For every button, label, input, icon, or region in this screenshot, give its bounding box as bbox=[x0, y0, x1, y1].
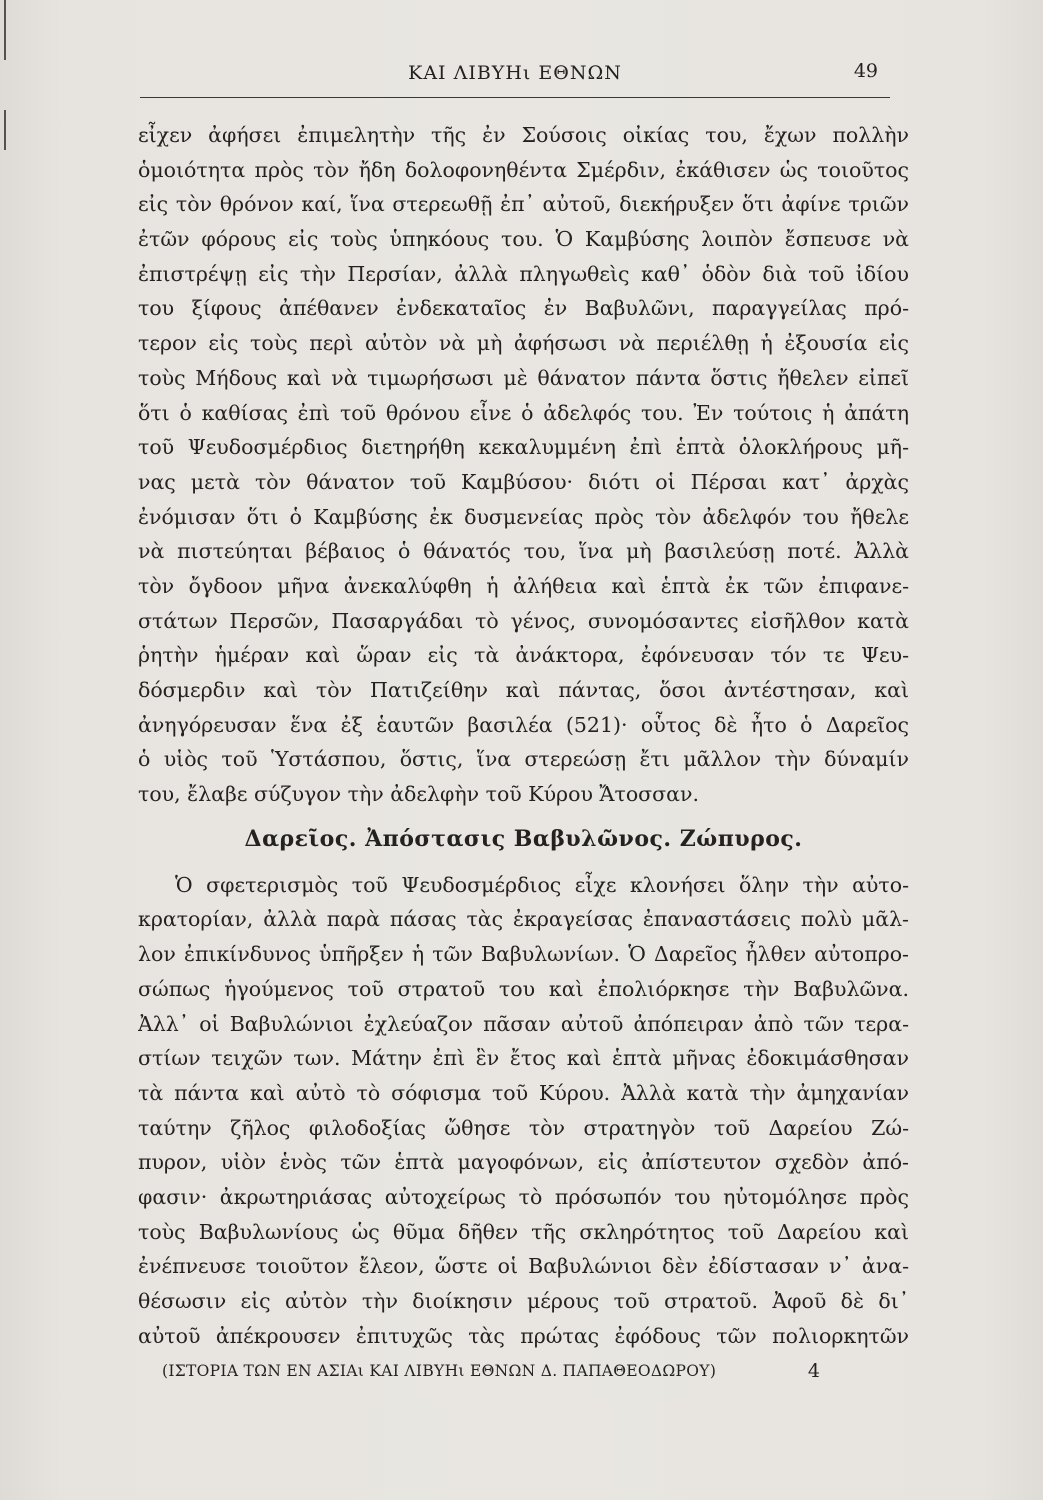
text-line: αὐτοῦ ἀπέκρουσεν ἐπιτυχῶς τὰς πρώτας ἐφόδους τῶν πολιορκητῶν bbox=[138, 1323, 909, 1348]
text-line: ἐνόμισαν ὅτι ὁ Καμβύσης ἐκ δυσμενείας πρὸς τὸν ἀδελφόν του ἤθελε bbox=[138, 504, 909, 529]
paragraph-first bbox=[138, 118, 909, 812]
text-line: νὰ πιστεύηται βέβαιος ὁ θάνατός του, ἵνα μὴ βασιλεύσῃ ποτέ. Ἀλλὰ bbox=[138, 539, 909, 564]
text-line: Ὁ σφετερισμὸς τοῦ Ψευδοσμέρδιος εἶχε κλονήσει ὅλην τὴν αὐτο- bbox=[175, 872, 909, 897]
text-line: στάτων Περσῶν, Πασαργάδαι τὸ γένος, συνομόσαντες εἰσῆλθον κατὰ bbox=[138, 608, 909, 633]
text-line: ταύτην ζῆλος φιλοδοξίας ὤθησε τὸν στρατηγὸν τοῦ Δαρείου Ζώ- bbox=[138, 1115, 909, 1140]
text-line: ἐτῶν φόρους εἰς τοὺς ὑπηκόους του. Ὁ Καμβύσης λοιπὸν ἔσπευσε νὰ bbox=[138, 227, 909, 252]
text-line: ὅτι ὁ καθίσας ἐπὶ τοῦ θρόνου εἶνε ὁ ἀδελφός του. Ἐν τούτοις ἡ ἀπάτη bbox=[138, 400, 909, 425]
text-line: πυρον, υἱὸν ἑνὸς τῶν ἑπτὰ μαγοφόνων, εἰς ἀπίστευτον σχεδὸν ἀπό- bbox=[138, 1150, 909, 1175]
running-title: ΚΑΙ ΛΙΒΥΗι ΕΘΝΩΝ bbox=[408, 62, 622, 84]
text-line: εἶχεν ἀφήσει ἐπιμελητὴν τῆς ἐν Σούσοις οἰκίας του, ἔχων πολλὴν bbox=[138, 123, 909, 147]
text-line: φασιν· ἀκρωτηριάσας αὐτοχείρως τὸ πρόσωπόν του ηὐτομόλησε πρὸς bbox=[138, 1184, 909, 1209]
text-line: εἰς τὸν θρόνον καί, ἵνα στερεωθῇ ἐπ᾽ αὐτοῦ, διεκήρυξεν ὅτι ἀφίνε τριῶν bbox=[138, 192, 909, 217]
text-line: ἀνηγόρευσαν ἕνα ἐξ ἑαυτῶν βασιλέα (521)· οὗτος δὲ ἦτο ὁ Δαρεῖος bbox=[138, 712, 909, 737]
footer bbox=[162, 1360, 902, 1390]
body-text bbox=[138, 118, 909, 1353]
text-line: τὸν ὄγδοον μῆνα ἀνεκαλύφθη ἡ ἀλήθεια καὶ ἑπτὰ ἐκ τῶν ἐπιφανε- bbox=[138, 573, 909, 598]
page-number: 49 bbox=[853, 60, 878, 82]
text-line: ἐπιστρέψῃ εἰς τὴν Περσίαν, ἀλλὰ πληγωθεὶς καθ᾽ ὁδὸν διὰ τοῦ ἰδίου bbox=[138, 261, 909, 286]
text-line: νας μετὰ τὸν θάνατον τοῦ Καμβύσου· διότι οἱ Πέρσαι κατ᾽ ἀρχὰς bbox=[138, 469, 909, 494]
header-rule bbox=[140, 97, 890, 98]
text-line: κρατορίαν, ἀλλὰ παρὰ πάσας τὰς ἐκραγείσας ἐπαναστάσεις πολὺ μᾶλ- bbox=[138, 907, 909, 932]
text-line: του ξίφους ἀπέθανεν ἐνδεκαταῖος ἐν Βαβυλῶνι, παραγγείλας πρό- bbox=[138, 296, 909, 321]
section-heading: Δαρεῖος. Ἀπόστασις Βαβυλῶνος. Ζώπυρος. bbox=[244, 825, 803, 852]
text-line: στίων τειχῶν των. Μάτην ἐπὶ ἓν ἔτος καὶ ἑπτὰ μῆνας ἐδοκιμάσθησαν bbox=[138, 1046, 909, 1071]
text-line: ῥητὴν ἡμέραν καὶ ὥραν εἰς τὰ ἀνάκτορα, ἐφόνευσαν τόν τε Ψευ- bbox=[138, 643, 909, 668]
text-line: σώπως ἡγούμενος τοῦ στρατοῦ του καὶ ἐπολιόρκησε τὴν Βαβυλῶνα. bbox=[138, 976, 909, 1001]
text-line: τερον εἰς τοὺς περὶ αὐτὸν νὰ μὴ ἀφήσωσι νὰ περιέλθῃ ἡ ἐξουσία εἰς bbox=[138, 331, 909, 356]
text-line: λον ἐπικίνδυνος ὑπῆρξεν ἡ τῶν Βαβυλωνίων. Ὁ Δαρεῖος ἦλθεν αὐτοπρο- bbox=[138, 942, 909, 967]
text-line: τοῦ Ψευδοσμέρδιος διετηρήθη κεκαλυμμένη ἐπὶ ἑπτὰ ὁλοκλήρους μῆ- bbox=[138, 435, 909, 460]
footer-title: (ΙΣΤΟΡΙΑ ΤΩΝ ΕΝ ΑΣΙΑι ΚΑΙ ΛΙΒΥΗι ΕΘΝΩΝ Δ. ΠΑΠΑΘΕΟΔΩΡΟΥ) bbox=[162, 1362, 717, 1380]
binding-mark bbox=[4, 110, 6, 150]
signature-mark: 4 bbox=[807, 1360, 820, 1382]
text-line: ὁ υἱὸς τοῦ Ὑστάσπου, ὅστις, ἵνα στερεώσῃ ἔτι μᾶλλον τὴν δύναμίν bbox=[138, 747, 909, 772]
text-line: του, ἔλαβε σύζυγον τὴν ἀδελφὴν τοῦ Κύρου Ἄτοσσαν. bbox=[138, 782, 699, 807]
text-line: δόσμερδιν καὶ τὸν Πατιζείθην καὶ πάντας, ὅσοι ἀντέστησαν, καὶ bbox=[138, 678, 909, 702]
text-line: ὁμοιότητα πρὸς τὸν ἤδη δολοφονηθέντα Σμέρδιν, ἐκάθισεν ὡς τοιοῦτος bbox=[138, 157, 909, 182]
text-line: ἐνέπνευσε τοιοῦτον ἔλεον, ὥστε οἱ Βαβυλώνιοι δὲν ἐδίστασαν ν᾽ ἀνα- bbox=[138, 1254, 909, 1279]
text-line: τοὺς Μήδους καὶ νὰ τιμωρήσωσι μὲ θάνατον πάντα ὅστις ἤθελεν εἰπεῖ bbox=[138, 365, 909, 390]
text-line: τὰ πάντα καὶ αὐτὸ τὸ σόφισμα τοῦ Κύρου. Ἀλλὰ κατὰ τὴν ἀμηχανίαν bbox=[138, 1080, 909, 1105]
text-line: Ἀλλ᾽ οἱ Βαβυλώνιοι ἐχλεύαζον πᾶσαν αὐτοῦ ἀπόπειραν ἀπὸ τῶν τερα- bbox=[138, 1011, 909, 1036]
text-line: θέσωσιν εἰς αὐτὸν τὴν διοίκησιν μέρους τοῦ στρατοῦ. Ἀφοῦ δὲ δι᾽ bbox=[138, 1289, 909, 1313]
running-head bbox=[140, 58, 890, 94]
paragraph-second bbox=[138, 868, 909, 1354]
text-line: τοὺς Βαβυλωνίους ὡς θῦμα δῆθεν τῆς σκληρότητος τοῦ Δαρείου καὶ bbox=[138, 1219, 909, 1244]
binding-mark bbox=[4, 0, 6, 60]
